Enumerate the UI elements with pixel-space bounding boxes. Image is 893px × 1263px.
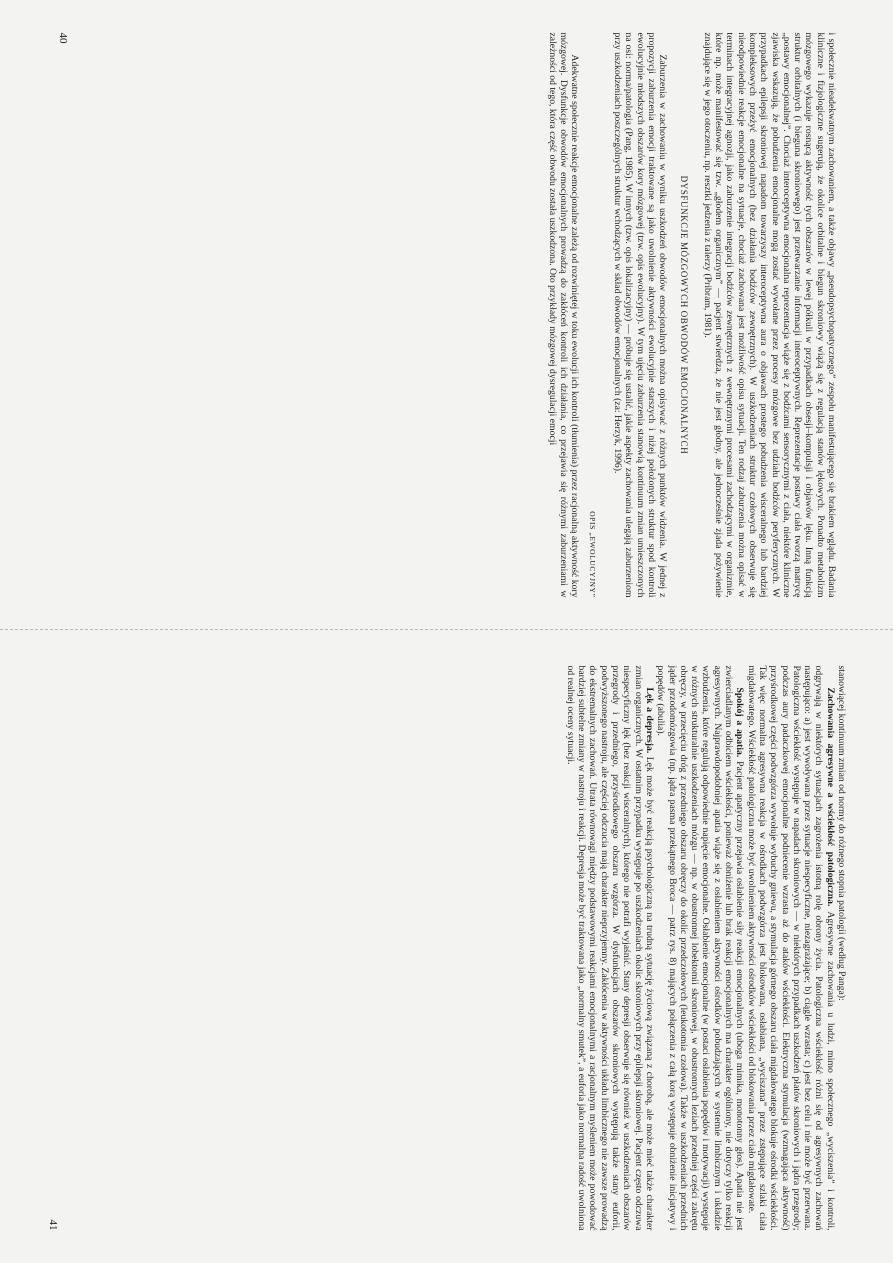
section-heading: DYSFUNKCJE MÓZGOWYCH OBWODÓW EMOCJONALNYCH bbox=[678, 175, 689, 455]
page-40-paragraph-1: i społecznie nieadekwatnym zachowaniem, a także objawy „pseudopsychopatycznego” zespołu manifestującego się brakiem wglądu. Badania kliniczne i fizjologiczne sugerują, że okolice orbitalne i biegun skroniowy wiążą się z regulacją stanów lękowych. Ponadto metabolizm mózgowego wykazuje rosnącą aktywność tych obszarów w lewej półkuli w przypadkach obsesji–kompulsji i objawów lęku. Inną funkcją struktur orbitalnych (i bieguna skroniowego) jest przetwarzanie informacji interoceptywnych. Reprezentacje postawy ciała tworzą matrycę „postawy emocjonalnej”. Chociaż interoceptywna emocjonalna reprezentacja wiąże się z bodźcami sensorycznymi z ciała, niektóre kliniczne zjawiska wskazują, że pobudzenia emocjonalne mogą zostać wywołane przez procesy mózgowe bez udziału bodźców peryferycznych. W przypadkach epilepsji skroniowej napadom towarzyszy interoceptywna aura o objawach prostego pobudzenia wisceralnego lub bardziej kompleksowych przeżyć emocjonalnych (bez działania bodźców zewnętrznych). W uszkodzeniach struktur czołowych obserwuje się nieodpowiednie reakcje emocjonalne na sytuacje, chociaż zachowana jest możliwość opisu sytuacji. Ten rodzaj zaburzenia można opisać w terminach integracyjnej agnozji, jako zaburzenie integracji bodźców zewnętrznych z wewnętrznymi procesami zachodzącymi w organizmie, które np. może manifestować się tzw. „głodem organicznym” — pacjent stwierdza, że nie jest głodny, ale jednocześnie zjada pożywienie znajdujące się w jego otoczeniu, np. resztki jedzenia z talerzy (Pribram, 1981). bbox=[701, 32, 837, 598]
page-41-paragraph-anxiety bbox=[564, 665, 654, 1230]
aggression-text: Agresywne zachowania u ludzi, mimo społecznego „wyciszenia” i kontroli, odgrywają w niektórych sytuacjach zagrożenia istotną rolę obrony życia. Patologiczna wściekłość różni się od agresywnych zachowań następująco: a) jest wywoływana przez sytuacje niespecyficzne, niezagrażające; b) ciągle wzrasta; c) jest bez celu i nie może być przerwana. Patologiczna wściekłość występuje w napadach skroniowych — w niektórych przypadkach uszkodzeń płatów skroniowych i jądra przegrody; podczas aury padaczkowej emocjonalne podniecenie wzrasta aż do ataków wściekłości. Elektryczna stymulacja (wzmagająca aktywność) przyśrodkowej części podwzgórza wywołuje wybuchy gniewu, a stymulacja górnego obszaru ciała migdałowatego blokuje ośrodki wściekłości. Tak więc normalna agresywna reakcja w ośrodkach podwzgórza jest blokowana, osłabiana, „wyciszana” przez zstępujące szlaki ciała migdałowatego. Wściekłość patologiczna może być uwolnieniem aktywności ośrodków wściekłości od blokowania przez ciało migdałowate. bbox=[745, 665, 836, 1230]
page-41 bbox=[47, 665, 847, 1230]
scan-top-half bbox=[0, 0, 893, 630]
scan-bottom-half bbox=[0, 632, 893, 1263]
subsection-heading: OPIS „EWOLUCYJNY” bbox=[587, 511, 597, 598]
page-41-paragraph-apathy bbox=[654, 665, 744, 1230]
anxiety-lead: Lęk a depresja. bbox=[643, 687, 655, 753]
apathy-text: Pacjent apatyczny przejawia osłabienie siły reakcji emocjonalnych (uboga mimika, monotonny głos). Apatia nie jest zwierciadlanym odbiciem wściekłości, ponieważ obniżenie lub brak reakcji emocjonalnych ma charakter ogólniony, nie dotyczy tylko reakcji agresywnych. Najprawdopodobniej apatia wiąże się z osłabieniem aktywności ośrodków pobudzających w systemie limbicznym i układzie wzbudzenia, które regulują odpowiednie napięcie emocjonalne. Osłabienie emocjonalne (w postaci osłabienia popędów i motywacji) występuje w różnych strukturalnie uszkodzeniach mózgu — np. w obustronnej lobektomii skroniowej, w obustronnych leziach przedniej części zakrętu obręczy, w przecięciu dróg z przedniego obszaru obręczy do okolic przedczołowych (leukotomia czołowa). Także w uszkodzeniach przednich jąder przodomózgowia (np. jądra pasma przekątnego Broca — patrz rys. 8) mających połączenia z całą korą występuje obniżenie inicjatywy i popędów (abulia). bbox=[654, 665, 745, 1230]
aggression-lead: Zachowania agresywne a wściekłość patologiczna. bbox=[824, 687, 836, 906]
page-40-paragraph-2: Zaburzenia w zachowaniu w wyniku uszkodzeń obwodów emocjonalnych można opisywać z różnych punktów widzenia. W jednej z propozycji zaburzenia emocji traktowane są jako uwolnienie aktywności ewolucyjnie starszych i niżej położonych struktur spod kontroli ewolucyjnie młodszych obszarów kory mózgowej (tzw. opis ewolucyjny). W tym ujęciu zaburzenia stanowią kontinuum zmian umieszczonych na osi: norma/patologia (Pang, 1985). W innych (tzw. opis lokalizacyjny) — próbuje się ustalić, jakie aspekty zachowania ulegają zaburzeniom przy uszkodzeniach poszczególnych struktur wchodzących w skład obwodów emocjonalnych (za: Herzyk, 1996). bbox=[611, 32, 668, 598]
page-41-paragraph-aggression bbox=[745, 665, 835, 1230]
apathy-lead: Spokój a apatia. bbox=[733, 687, 745, 757]
page-40-paragraph-3: Adekwatne społecznie reakcje emocjonalne zależą od rozwiniętej w toku ewolucji ich kontroli (tłumienia) przez racjonalną aktywność kory mózgowej. Dysfunkcje obwodów emocjonalnych prowadzą do zakłóceń kontroli ich działania, co przejawia się różnymi zaburzeniami w zależności od tego, która część obwodu została uszkodzona. Oto przykłady mózgowej dysregulacji emocji bbox=[546, 32, 580, 598]
page-number-41: 41 bbox=[46, 1219, 59, 1230]
page-40 bbox=[57, 33, 837, 598]
scan-fold-line bbox=[0, 629, 893, 630]
anxiety-text: Lęk może być reakcją psychologiczną na trudną sytuację życiową związaną z chorobą, ale może mieć także charakter zmian organicznych. W ostatnim przypadku występuje po uszkodzeniach okolic skroniowych przy epilepsji skroniowej. Pacjent często odczuwa niespecyficzny lęk (bez reakcji wisceralnych), którego nie potrafi wyjaśnić. Stany depresji obserwuje się również w uszkodzeniach obszarów przegrody i przedniego, przyśrodkowego obszaru wzgórza. W dysfunkcjach obszarów skroniowych występują także stany euforii, podwyższonego nastroju, ale częściej odczucia mają charakter nieprzyjemny. Zakłócenia w aktywności układu limbicznego nie zawsze prowadzą do ekstremalnych zachowań. Utrata równowagi między podstawowymi reakcjami emocjonalnymi a racjonalnym myśleniem może powodować bardziej subtelne zmiany w nastroju i reakcji. Depresja może być traktowana jako „normalny smutek”, a euforia jako normalna radość uwolniona od realnej oceny sytuacji. bbox=[564, 665, 655, 1230]
page-number-40: 40 bbox=[56, 32, 69, 44]
page-41-paragraph-1: stanowiącej kontinuum zmian od normy do różnego stopnia patologii (według Panga): bbox=[835, 665, 847, 1001]
